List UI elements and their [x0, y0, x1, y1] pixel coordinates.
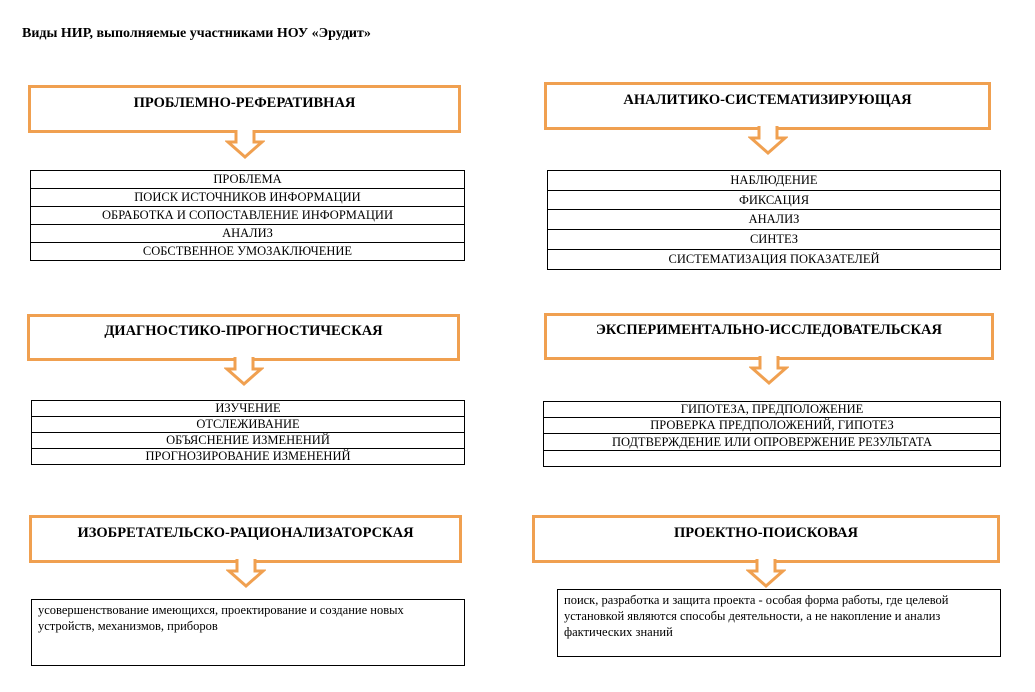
table-row: ПРОГНОЗИРОВАНИЕ ИЗМЕНЕНИЙ	[32, 449, 464, 465]
category-header: ПРОБЛЕМНО-РЕФЕРАТИВНАЯ	[28, 85, 461, 133]
table-row: ИЗУЧЕНИЕ	[32, 401, 464, 417]
description-box: усовершенствование имеющихся, проектирование и создание новых устройств, механизмов, приборов	[31, 599, 465, 666]
down-arrow-icon	[749, 356, 789, 386]
table-row: ПОИСК ИСТОЧНИКОВ ИНФОРМАЦИИ	[31, 189, 464, 207]
table-row: ФИКСАЦИЯ	[548, 191, 1000, 210]
table-row: СИСТЕМАТИЗАЦИЯ ПОКАЗАТЕЛЕЙ	[548, 250, 1000, 270]
table-row: СОБСТВЕННОЕ УМОЗАКЛЮЧЕНИЕ	[31, 243, 464, 261]
item-table	[30, 170, 465, 261]
category-header: АНАЛИТИКО-СИСТЕМАТИЗИРУЮЩАЯ	[544, 82, 991, 130]
item-table	[31, 400, 465, 465]
down-arrow-icon	[226, 559, 266, 589]
table-row: ПРОВЕРКА ПРЕДПОЛОЖЕНИЙ, ГИПОТЕЗ	[544, 418, 1000, 434]
table-row: АНАЛИЗ	[31, 225, 464, 243]
table-row: ПРОБЛЕМА	[31, 171, 464, 189]
category-header: ЭКСПЕРИМЕНТАЛЬНО-ИССЛЕДОВАТЕЛЬСКАЯ	[544, 313, 994, 360]
table-row: ГИПОТЕЗА, ПРЕДПОЛОЖЕНИЕ	[544, 402, 1000, 418]
category-header: ДИАГНОСТИКО-ПРОГНОСТИЧЕСКАЯ	[27, 314, 460, 361]
table-row: ОБРАБОТКА И СОПОСТАВЛЕНИЕ ИНФОРМАЦИИ	[31, 207, 464, 225]
category-header: ИЗОБРЕТАТЕЛЬСКО-РАЦИОНАЛИЗАТОРСКАЯ	[29, 515, 462, 563]
table-row: ПОДТВЕРЖДЕНИЕ ИЛИ ОПРОВЕРЖЕНИЕ РЕЗУЛЬТАТА	[544, 434, 1000, 451]
down-arrow-icon	[224, 357, 264, 387]
item-table	[547, 170, 1001, 270]
table-row: СИНТЕЗ	[548, 230, 1000, 250]
item-table	[543, 401, 1001, 467]
table-row	[544, 451, 1000, 467]
category-header: ПРОЕКТНО-ПОИСКОВАЯ	[532, 515, 1000, 563]
down-arrow-icon	[225, 130, 265, 160]
description-box: поиск, разработка и защита проекта - особая форма работы, где целевой установкой являются способы деятельности, а не накопление и анализ фактических знаний	[557, 589, 1001, 657]
table-row: НАБЛЮДЕНИЕ	[548, 171, 1000, 191]
down-arrow-icon	[748, 126, 788, 156]
down-arrow-icon	[746, 559, 786, 589]
table-row: ОТСЛЕЖИВАНИЕ	[32, 417, 464, 433]
table-row: АНАЛИЗ	[548, 210, 1000, 230]
page-title: Виды НИР, выполняемые участниками НОУ «Эрудит»	[22, 26, 371, 41]
table-row: ОБЪЯСНЕНИЕ ИЗМЕНЕНИЙ	[32, 433, 464, 449]
